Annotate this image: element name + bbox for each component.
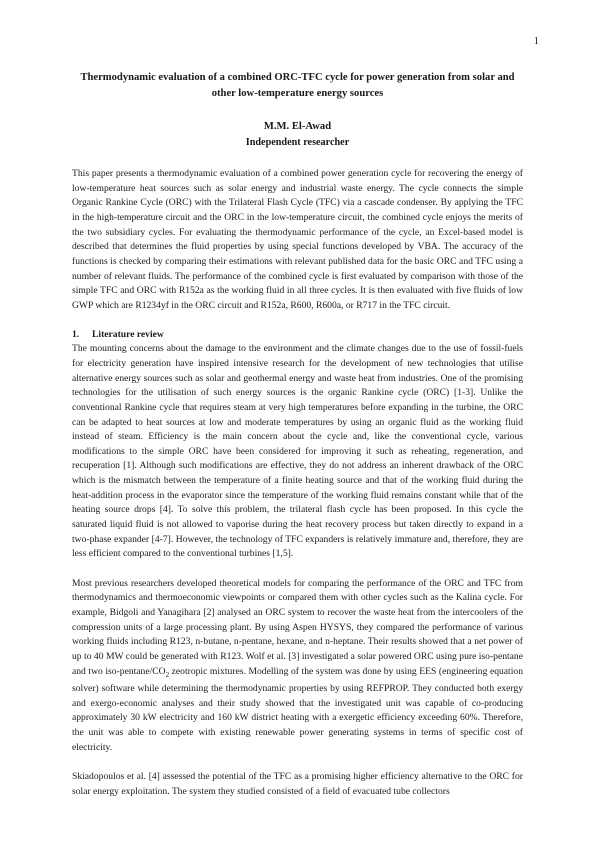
section-title: Literature review [92, 328, 164, 340]
page-content [72, 70, 523, 799]
subscript: 2 [165, 670, 170, 679]
paragraph-text: zeotropic mixtures. Modelling of the system was done by using EES (engineering equation solver) software while determining the thermodynamic properties by using REFPROP. They conducted both exergy and exergo-economic analyses and their study showed that the investigated unit was capable of co-producing approximately 30 kW electricity and 160 kW district heating with a exergetic efficiency exceeding 60%. Therefore, the unit was able to compete with existing renewable power generating systems in terms of specific cost of electricity. [72, 665, 523, 753]
author-name: M.M. El-Awad [263, 121, 332, 132]
body-paragraph-2 [72, 577, 523, 756]
body-paragraph-3: Skiadopoulos et al. [4] assessed the potential of the TFC as a promising higher efficiency alternative to the ORC for solar energy exploitation. The system they studied consisted of a field of evacuated tube collectors [72, 771, 523, 797]
page-number: 1 [533, 36, 539, 47]
section-heading [72, 328, 523, 343]
abstract: This paper presents a thermodynamic evaluation of a combined power generation cycle for recovering the energy of low-temperature heat sources such as solar energy and industrial waste energy. The cycle connects the simple Organic Rankine Cycle (ORC) with the Trilateral Flash Cycle (TFC) via a cascade condenser. By applying the TFC in the high-temperature circuit and the ORC in the low-temperature circuit, the combined cycle enjoys the merits of the two subsidiary cycles. For evaluating the thermodynamic performance of the cycle, an Excel-based model is described that determines the fluid properties by using special functions developed by VBA. The accuracy of the functions is checked by comparing their estimations with relevant published data for the basic ORC and TFC using a number of relevant fluids. The performance of the combined cycle is first evaluated by comparison with those of the simple TFC and ORC with R152a as the working fluid in all three cycles. It is then evaluated with five fluids of low GWP which are R1234yf in the ORC circuit and R152a, R600, R600a, or R717 in the TFC circuit. [72, 168, 523, 311]
author-affiliation: Independent researcher [245, 137, 350, 148]
paragraph-text: Most previous researchers developed theoretical models for comparing the performance of the ORC and TFC from thermodynamics and thermoeconomic viewpoints or compared them with other cycles such as the Kalina cycle. For example, Bidgoli and Yanagihara [2] analysed an ORC system to recover the waste heat from the intercoolers of the compression units of a large processing plant. By using Aspen HYSYS, they compared the performance of various working fluids including R123, n-butane, n-pentane, hexane, and n-heptane. Their results showed that a net power of up to 40 MW could be generated with R123. Wolf et al. [3] investigated a solar powered ORC using pure iso-pentane and two iso-pentane/CO [72, 577, 523, 677]
body-paragraph-1: The mounting concerns about the damage to the environment and the climate changes due to the use of fossil-fuels for electricity generation have inspired intensive research for the development of new technologies that utilise alternative energy sources such as solar and geothermal energy and waste heat from industries. One of the promising technologies for the utilisation of such energy sources is the organic Rankine cycle (ORC) [1-3]. Unlike the conventional Rankine cycle that requires steam at very high temperatures before expanding in the turbine, the ORC can be adapted to heat sources at low and moderate temperatures by using an organic fluid as the working fluid instead of steam. Efficiency is the main concern about the cycle and, like the conventional cycle, various modifications to the simple ORC have been considered for improving it such as reheating, regeneration, and recuperation [1]. Although such modifications are effective, they do not address an inherent drawback of the ORC which is the mismatch between the temperature of a finite heating source and that of the working fluid during the heat-addition process in the evaporator since the temperature of the working fluid remains constant while that of the heating source drops [4]. To solve this problem, the trilateral flash cycle has been proposed. In this cycle the saturated liquid fluid is not allowed to vaporise during the heat recovery process but taken directly to expand in a two-phase expander [4-7]. However, the technology of TFC expanders is relatively immature and, therefore, they are less efficient compared to the conventional turbines [1,5]. [72, 343, 523, 560]
section-number: 1. [72, 328, 80, 340]
paper-title: Thermodynamic evaluation of a combined ORC-TFC cycle for power generation from solar and other low-temperature energy sources [80, 72, 515, 99]
